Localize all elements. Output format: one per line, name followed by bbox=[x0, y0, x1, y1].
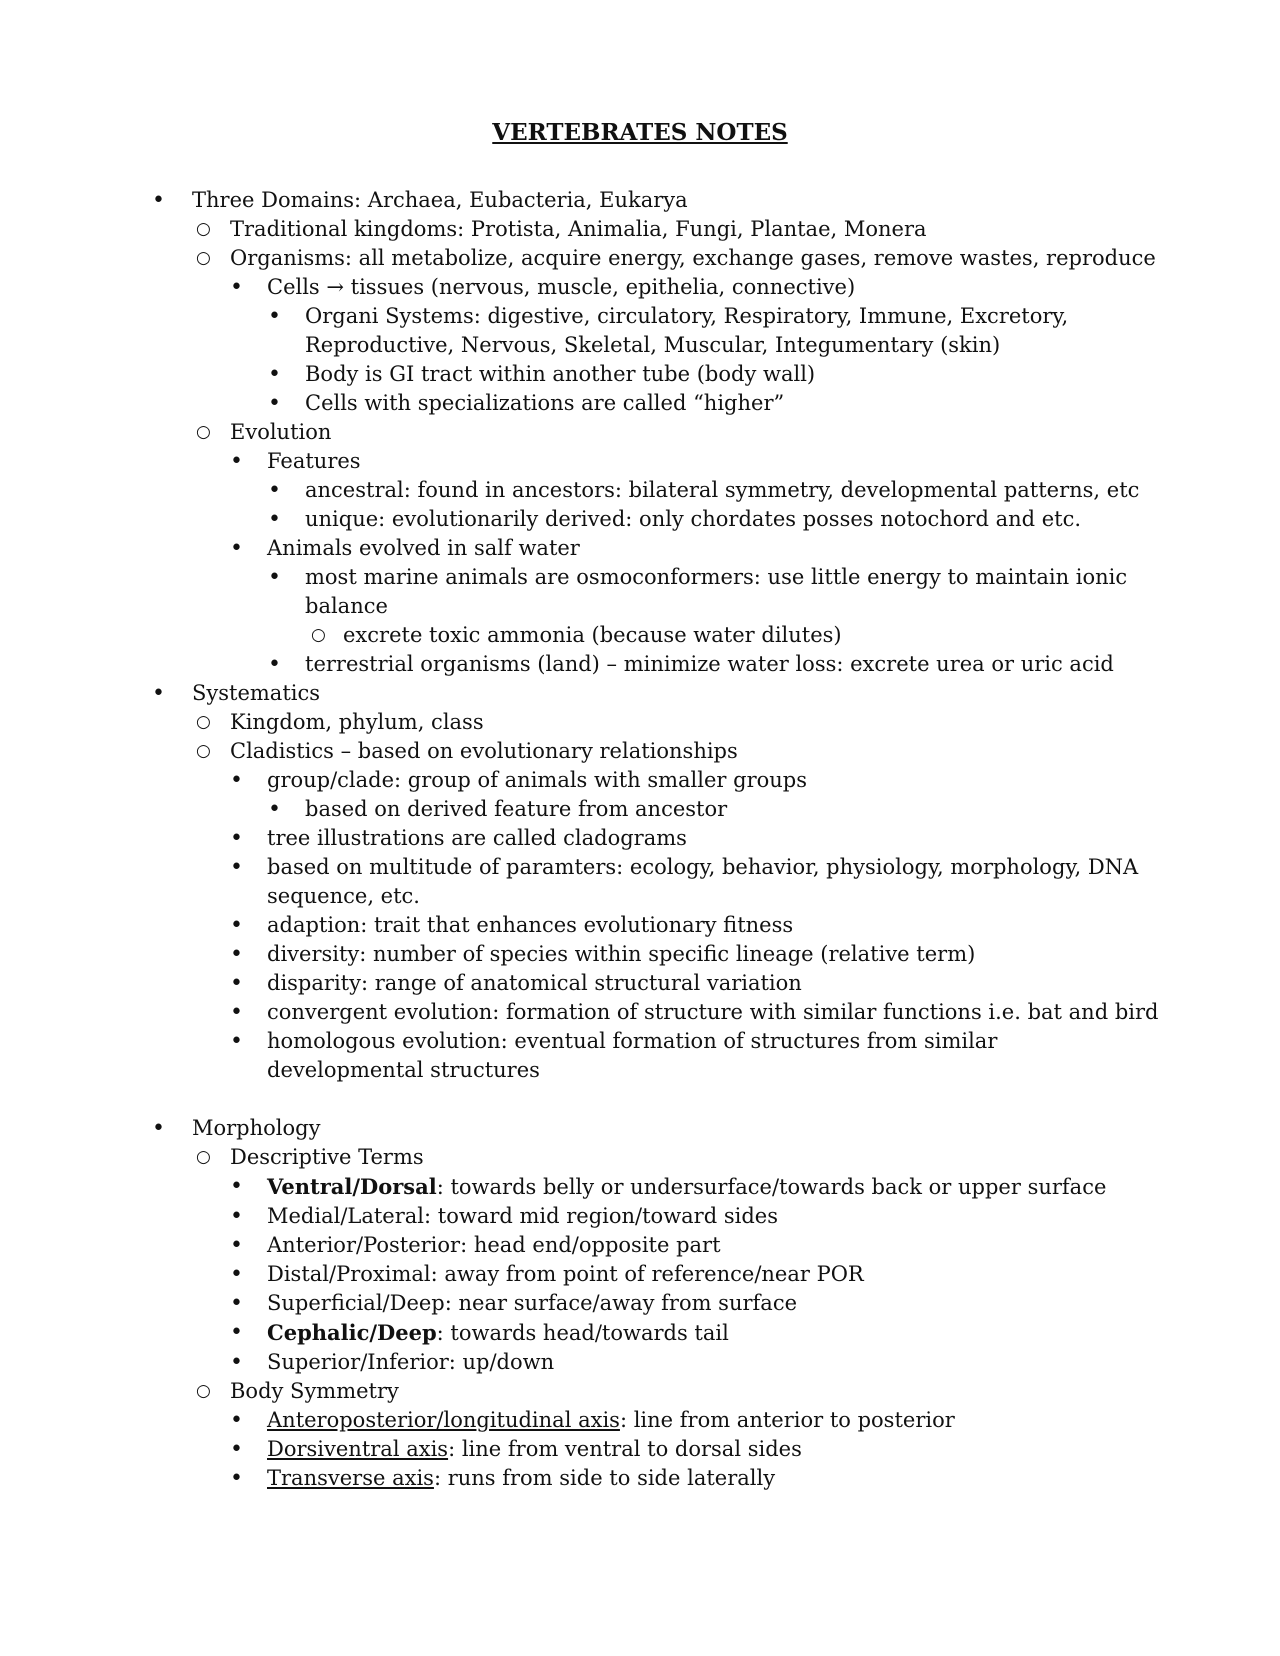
list-item: • terrestrial organisms (land) – minimize water loss: excrete urea or uric acid bbox=[268, 652, 1114, 677]
list-item: • convergent evolution: formation of structure with similar functions i.e. bat and bird bbox=[230, 1000, 1159, 1025]
page-title: VERTEBRATES NOTES bbox=[492, 119, 788, 146]
hollow-bullet-icon: ○ bbox=[196, 248, 211, 268]
bullet-icon: • bbox=[230, 826, 243, 851]
list-item: • disparity: range of anatomical structural variation bbox=[230, 971, 802, 996]
list-item: • most marine animals are osmoconformers: use little energy to maintain ionic balance bbox=[268, 565, 1128, 618]
bullet-icon: • bbox=[268, 797, 281, 822]
bullet-icon: • bbox=[230, 1233, 243, 1258]
term: Transverse axis bbox=[267, 1466, 434, 1490]
bullet-icon: • bbox=[268, 507, 281, 532]
list-item: • Superficial/Deep: near surface/away from surface bbox=[230, 1291, 798, 1316]
list-item: • tree illustrations are called cladograms bbox=[230, 826, 687, 851]
hollow-bullet-icon: ○ bbox=[311, 625, 326, 645]
bullet-icon: • bbox=[230, 971, 243, 996]
list-item: ○ Body Symmetry bbox=[0, 1377, 1280, 1406]
bullet-icon: • bbox=[268, 391, 281, 416]
hollow-bullet-icon: ○ bbox=[196, 219, 211, 239]
hollow-bullet-icon: ○ bbox=[196, 1381, 211, 1401]
term: Ventral/Dorsal bbox=[267, 1174, 437, 1199]
list-item: • based on multitude of paramters: ecology, behavior, physiology, morphology, DNA sequence, etc. bbox=[230, 855, 1139, 908]
list-item: • Body is GI tract within another tube (body wall) bbox=[268, 362, 816, 387]
bullet-icon: • bbox=[268, 362, 281, 387]
bullet-icon: • bbox=[268, 652, 281, 677]
bullet-icon: • bbox=[230, 1174, 243, 1199]
hollow-bullet-icon: ○ bbox=[196, 422, 211, 442]
list-item: • Features bbox=[230, 449, 361, 474]
bullet-icon: • bbox=[230, 913, 243, 938]
bullet-icon: • bbox=[230, 1000, 243, 1025]
list-item: • Systematics bbox=[152, 681, 321, 706]
list-item: ○ Traditional kingdoms: Protista, Animalia, Fungi, Plantae, Monera bbox=[0, 215, 1280, 244]
list-item: • group/clade: group of animals with smaller groups bbox=[230, 768, 807, 793]
list-item: • diversity: number of species within specific lineage (relative term) bbox=[230, 942, 976, 967]
bullet-icon: • bbox=[230, 449, 243, 474]
list-item: ○ excrete toxic ammonia (because water dilutes) bbox=[0, 621, 1280, 650]
bullet-icon: • bbox=[230, 855, 243, 880]
list-item: • Anteroposterior/longitudinal axis: line from anterior to posterior bbox=[230, 1408, 955, 1433]
bullet-icon: • bbox=[230, 1204, 243, 1229]
blank-line bbox=[0, 1085, 1280, 1114]
list-item: • Three Domains: Archaea, Eubacteria, Eukarya bbox=[152, 188, 688, 213]
bullet-icon: • bbox=[268, 304, 281, 329]
list-item: • homologous evolution: eventual formation of structures from similar developmental structures bbox=[230, 1029, 998, 1082]
bullet-icon: • bbox=[230, 536, 243, 561]
list-item: • Animals evolved in salf water bbox=[230, 536, 580, 561]
hollow-bullet-icon: ○ bbox=[196, 712, 211, 732]
bullet-icon: • bbox=[268, 478, 281, 503]
list-item: • Organi Systems: digestive, circulatory, Respiratory, Immune, Excretory, Reproductive, Nervous, Skeletal, Muscular, Integumentary (skin) bbox=[268, 304, 1069, 357]
list-item: • Cells with specializations are called “higher” bbox=[268, 391, 785, 416]
bullet-icon: • bbox=[152, 188, 165, 213]
bullet-icon: • bbox=[230, 1262, 243, 1287]
bullet-icon: • bbox=[268, 565, 281, 590]
bullet-icon: • bbox=[230, 275, 243, 300]
notes-outline bbox=[0, 186, 1280, 1493]
bullet-icon: • bbox=[230, 1291, 243, 1316]
bullet-icon: • bbox=[230, 1350, 243, 1375]
hollow-bullet-icon: ○ bbox=[196, 741, 211, 761]
list-item: • Transverse axis: runs from side to side laterally bbox=[230, 1466, 776, 1491]
bullet-icon: • bbox=[230, 768, 243, 793]
list-item: • based on derived feature from ancestor bbox=[268, 797, 728, 822]
list-item: • Superior/Inferior: up/down bbox=[230, 1350, 555, 1375]
list-item: • ancestral: found in ancestors: bilateral symmetry, developmental patterns, etc bbox=[268, 478, 1140, 503]
bullet-icon: • bbox=[230, 1408, 243, 1433]
bullet-icon: • bbox=[152, 681, 165, 706]
list-item: • Ventral/Dorsal: towards belly or undersurface/towards back or upper surface bbox=[230, 1174, 1107, 1199]
term: Dorsiventral axis bbox=[267, 1437, 449, 1461]
list-item: ○ Descriptive Terms bbox=[0, 1143, 1280, 1172]
list-item: • Cephalic/Deep: towards head/towards tail bbox=[230, 1320, 729, 1345]
list-item: • adaption: trait that enhances evolutionary fitness bbox=[230, 913, 794, 938]
bullet-icon: • bbox=[230, 1029, 243, 1054]
list-item: ○ Kingdom, phylum, class bbox=[0, 708, 1280, 737]
bullet-icon: • bbox=[230, 1320, 243, 1345]
list-item: • unique: evolutionarily derived: only chordates posses notochord and etc. bbox=[268, 507, 1082, 532]
bullet-icon: • bbox=[152, 1116, 165, 1141]
term: Cephalic/Deep bbox=[267, 1320, 437, 1345]
list-item: ○ Cladistics – based on evolutionary relationships bbox=[0, 737, 1280, 766]
list-item: • Medial/Lateral: toward mid region/toward sides bbox=[230, 1204, 778, 1229]
list-item: • Dorsiventral axis: line from ventral to dorsal sides bbox=[230, 1437, 802, 1462]
bullet-icon: • bbox=[230, 1437, 243, 1462]
list-item: ○ Evolution bbox=[0, 418, 1280, 447]
list-item: • Morphology bbox=[152, 1116, 321, 1141]
term: Anteroposterior/longitudinal axis bbox=[267, 1408, 620, 1432]
hollow-bullet-icon: ○ bbox=[196, 1147, 211, 1167]
bullet-icon: • bbox=[230, 1466, 243, 1491]
list-item: • Anterior/Posterior: head end/opposite part bbox=[230, 1233, 721, 1258]
bullet-icon: • bbox=[230, 942, 243, 967]
list-item: • Distal/Proximal: away from point of reference/near POR bbox=[230, 1262, 864, 1287]
list-item: ○ Organisms: all metabolize, acquire energy, exchange gases, remove wastes, reproduce bbox=[0, 244, 1280, 273]
list-item: • Cells → tissues (nervous, muscle, epithelia, connective) bbox=[230, 275, 856, 300]
